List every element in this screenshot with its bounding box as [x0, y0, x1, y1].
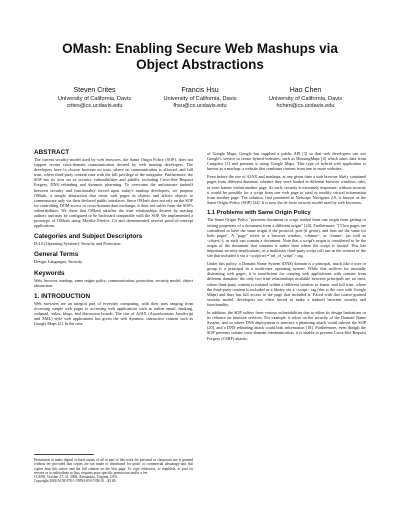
author-name: Steven Crites — [73, 87, 116, 94]
body-paragraph: In addition, the SOP suffers from various vulnerabilities due to either its design limitations or its reliance on insecure services. For example, it relies on the security of the Domain Name System, and so where DNS deployment is insecure a pharming attack could subvert the SOP [20], and a DNS rebinding attack could leak information [18]. Furthermore, even though the SOP prevents certain cross-domain communication, it is unable to prevent Cross-Site Request Forgery (CSRF) attacks. — [207, 310, 366, 341]
keywords-text: Web, browser, mashup, same origin policy, communication, protection, security model, object abstraction. — [34, 277, 193, 288]
right-column — [207, 151, 366, 341]
author-1 — [42, 87, 147, 110]
author-2 — [148, 87, 253, 110]
general-terms-heading: General Terms — [34, 251, 79, 259]
body-paragraph: Under this policy, a Domain Name System (DNS) domain is a principal, much like a user or group is a principal in a multi-user operating system. While this suffices for mutually distrusting web pages, it is insufficient for creating web applications with content from different domains: the only two trust relationships available between principals are no trust, where third-party content is isolated within a different window or frame, and full trust, where the third-party content is included as a library via a <script> tag (this is the case with Google Maps) and thus has full access to the page that included it. Faced with this coarse-grained security model, developers are often forced to make a tradeoff between security and functionality. — [207, 261, 366, 307]
categories-text: D.4.6 [Operating Systems]: Security and Protection — [34, 241, 121, 247]
general-terms-text: Design, Languages, Security. — [34, 259, 83, 265]
body-paragraph: of Google Maps, Google has supplied a public API [3] so that web developers can use Google's service to create hybrid websites, such as HousingMaps [4] which takes data from Craigslist [1] and presents it using Google Maps. This type of hybrid web application is known as a mashup: a website that combines content from one or more websites. — [207, 151, 366, 172]
introduction-heading: 1. INTRODUCTION — [34, 292, 91, 300]
author-email: crites@cs.ucdavis.edu — [66, 102, 123, 109]
keywords-heading: Keywords — [34, 269, 65, 277]
abstract-text: The current security model used by web browsers, the Same Origin Policy (SOP), does not support secure cross-domain communication desired by web mashup developers. The developers have to choose between no trust, where no communication is allowed, and full trust, where third-party content runs with the full privilege of the integrator. Furthermore, the SOP has its own set of security vulnerabilities and pitfalls, including Cross-Site Request Forgery, DNS rebinding and dynamic pharming. To overcome the unfortunate tradeoff between security and functionality forced upon today's mashup developers, we propose OMash, a simple abstraction that treats web pages as objects and allows objects to communicate only via their declared public interfaces. Since OMash does not rely on the SOP for controlling DOM access or cross-domain data exchange, it does not suffer from the SOP's vulnerabilities. We show that OMash satisfies the trust relationships desired by mashup authors and may be configured to be backward compatible with the SOP. We implemented a prototype of OMash using Mozilla Firefox 2.0 and demonstrated several proof-of-concept applications. — [34, 157, 193, 229]
introduction-text: Web browsers are an integral part of everyday computing, with their uses ranging from accessing simple web pages to accessing web applications such as online email, banking, webmail, wikis, blogs, and discussion boards. The rise of AJAX (Asynchronous JavaScript and XML) style web applications has given the web dynamic, interactive content such as Google Maps [2]. In the case — [34, 300, 193, 327]
author-block — [42, 87, 358, 110]
author-3 — [253, 87, 358, 110]
abstract-heading: ABSTRACT — [34, 149, 70, 156]
author-affiliation: University of California, Davis — [163, 95, 237, 102]
section-heading: 1.1 Problems with Same Origin Policy — [207, 209, 311, 216]
body-paragraph: Even before the rise of AJAX and mashups, at any given time a web browser likely contained pages from different domains, whether they were loaded in different browser windows, tabs, or even frames within another page. As such, security is extremely important: without security it would be possible for a script from one web page to steal or modify critical information from another page. The solution, first presented in Netscape Navigator 2.0, is known as the Same Origin Policy (SOP) [24]. It is now the de facto security model used by web browsers. — [207, 174, 366, 205]
copyright-line: Copyright 2008 ACM 978-1-59593-810-7/08/10 ...$5.00. — [34, 479, 117, 484]
author-affiliation: University of California, Davis — [57, 95, 132, 102]
permission-text: Permission to make digital or hard copies of all or part of this work for personal or classroom use is granted without fee provided that copies are not made or distributed for profit or commercial advantage and that copies bear this notice and the full citation on the first page. To copy otherwise, to republish, to post on servers or to redistribute to lists, requires prior specific permission and/or a fee. — [34, 458, 193, 475]
left-column — [34, 149, 193, 326]
author-email: fhsu@cs.ucdavis.edu — [173, 102, 227, 109]
author-name: Francis Hsu — [181, 87, 219, 94]
copyright-footnote — [34, 454, 193, 484]
author-affiliation: University of California, Davis — [268, 95, 343, 102]
footnote-rule — [34, 454, 94, 455]
categories-heading: Categories and Subject Descriptors — [34, 233, 143, 241]
paper-title: OMash: Enabling Secure Web Mashups via Object Abstractions — [62, 41, 338, 72]
author-name: Hao Chen — [289, 87, 322, 94]
body-paragraph: The Same Origin Policy "prevents document or script loaded from one origin from getting or setting properties of a document from a different origin" [24]. Furthermore, "[T]wo pages are considered to have the same origin if the protocol, port (if given), and host are the same for both pages". A "page" refers to a browser window, <iframe>, or <frame> (as well as <object>), as each can contain a document. Note that a script's origin is considered to be the origin of the document that contains it rather than where the script is hosted. This has important security implications, as a malicious third-party script will run in the context of the site that included it via a <script src="url_of_script"> tag. — [207, 217, 366, 259]
author-email: hchen@cs.ucdavis.edu — [276, 102, 335, 109]
conference-line: CCS'08, October 27–31, 2008, Alexandria, Virginia, USA. — [34, 475, 119, 480]
